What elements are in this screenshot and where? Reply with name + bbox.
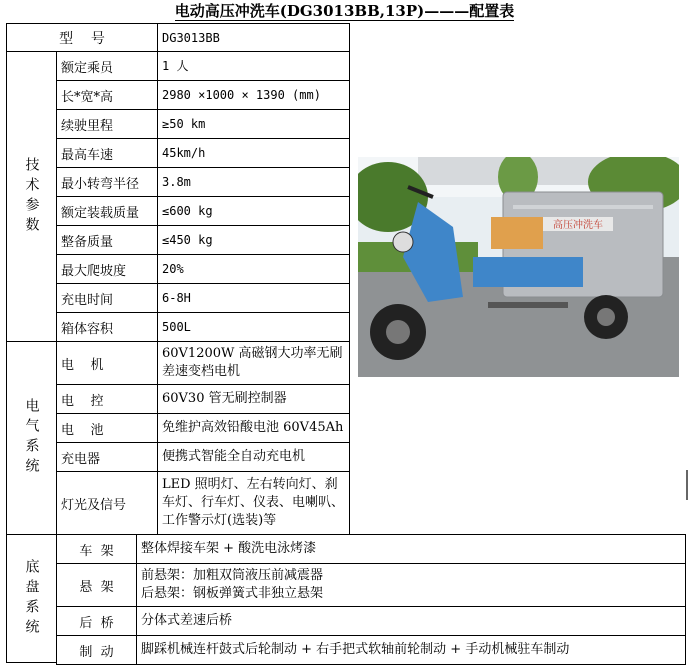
electric-label-cell [56, 442, 158, 472]
tech-value: 3.8m [162, 175, 191, 189]
tech-value-cell [157, 109, 350, 139]
chassis-label: 后 桥 [79, 615, 114, 631]
tech-value: 500L [162, 320, 191, 334]
tech-label: 充电时间 [61, 292, 114, 308]
tech-label-cell [56, 80, 158, 110]
chassis-label-cell [56, 534, 137, 564]
tech-label: 续驶里程 [61, 118, 114, 134]
chassis-value: 分体式差速后桥 [141, 613, 233, 628]
tech-value: ≥50 km [162, 117, 206, 131]
chassis-value-cell [136, 606, 686, 636]
model-value-cell [157, 23, 350, 52]
tech-label-cell [56, 167, 158, 197]
vehicle-illustration [358, 157, 679, 377]
electric-value-cell [157, 413, 350, 443]
tech-value: 45km/h [162, 146, 206, 160]
tech-value: ≤600 kg [162, 204, 213, 218]
tech-label-cell [56, 225, 158, 255]
chassis-label: 悬 架 [79, 579, 114, 595]
tech-value-cell [157, 80, 350, 110]
tech-label-cell [56, 196, 158, 226]
tech-label-cell [56, 109, 158, 139]
tech-value-cell [157, 196, 350, 226]
electric-value: 60V1200W 高磁钢大功率无刷差速变档电机 [162, 346, 343, 379]
tech-label-cell [56, 254, 158, 284]
electric-value: 免维护高效铅酸电池 60V45Ah [162, 420, 344, 435]
electric-label: 电 控 [61, 393, 104, 409]
tech-label-cell [56, 312, 158, 342]
tech-label: 整备质量 [61, 234, 114, 250]
tech-value: 1 人 [162, 59, 189, 73]
vehicle-photo [358, 157, 679, 377]
tech-label: 最大爬坡度 [61, 263, 127, 279]
group-tech-cell [6, 51, 57, 342]
electric-value: LED 照明灯、左右转向灯、刹车灯、行车灯、仪表、电喇叭、工作警示灯(选装)等 [162, 477, 345, 528]
chassis-value-cell [136, 563, 686, 607]
chassis-label-cell [56, 606, 137, 636]
box-sign: 高压冲洗车 [553, 220, 603, 231]
electric-label: 电 池 [61, 422, 104, 438]
tech-label-cell [56, 283, 158, 313]
tech-label: 额定装载质量 [61, 205, 140, 221]
tech-label-cell [56, 138, 158, 168]
electric-label-cell [56, 413, 158, 443]
model-label-cell [6, 23, 158, 52]
group-tech-label: 技术参数 [23, 156, 40, 237]
chassis-label: 车 架 [79, 543, 114, 559]
electric-value-cell [157, 341, 350, 385]
electric-value-cell [157, 442, 350, 472]
edge-mark [686, 470, 688, 500]
chassis-value-cell [136, 635, 686, 665]
tech-value: 20% [162, 262, 184, 276]
model-value: DG3013BB [162, 30, 220, 45]
chassis-label: 制 动 [79, 644, 114, 660]
tech-label: 最高车速 [61, 147, 114, 163]
chassis-value: 整体焊接车架 + 酸洗电泳烤漆 [141, 541, 317, 556]
tech-label: 箱体容积 [61, 321, 114, 337]
electric-label-cell [56, 471, 158, 535]
tech-label: 最小转弯半径 [61, 176, 140, 192]
electric-label: 电 机 [61, 357, 104, 373]
electric-label-cell [56, 341, 158, 385]
page-title: 电动高压冲洗车(DG3013BB,13P)———配置表 [174, 2, 515, 20]
group-electric-cell [6, 341, 57, 535]
chassis-label-cell [56, 563, 137, 607]
tech-value: 6-8H [162, 291, 191, 305]
tech-value: 2980 ×1000 × 1390 (mm) [162, 88, 321, 102]
group-chassis-label: 底盘系统 [23, 558, 40, 639]
tech-value: ≤450 kg [162, 233, 213, 247]
group-chassis-cell [6, 534, 57, 663]
tech-label: 额定乘员 [61, 60, 114, 76]
electric-label: 灯光及信号 [61, 497, 127, 513]
electric-value-cell [157, 384, 350, 414]
tech-label: 长*宽*高 [61, 89, 114, 105]
electric-label-cell [56, 384, 158, 414]
electric-label: 充电器 [61, 451, 101, 467]
chassis-value-cell [136, 534, 686, 564]
electric-value-cell [157, 471, 350, 535]
tech-value-cell [157, 254, 350, 284]
chassis-value: 脚踩机械连杆鼓式后轮制动 + 右手把式软轴前轮制动 + 手动机械驻车制动 [141, 642, 570, 657]
tech-value-cell [157, 225, 350, 255]
group-electric-label: 电气系统 [23, 398, 40, 478]
model-label: 型 号 [59, 30, 105, 47]
electric-value: 便携式智能全自动充电机 [162, 449, 306, 464]
tech-value-cell [157, 138, 350, 168]
tech-value-cell [157, 167, 350, 197]
tech-value-cell [157, 312, 350, 342]
tech-value-cell [157, 51, 350, 81]
tech-value-cell [157, 283, 350, 313]
electric-value: 60V30 管无刷控制器 [162, 391, 287, 406]
chassis-value: 前悬架：加粗双筒液压前减震器 后悬架：钢板弹簧式非独立悬架 [141, 568, 324, 601]
tech-label-cell [56, 51, 158, 81]
chassis-label-cell [56, 635, 137, 665]
